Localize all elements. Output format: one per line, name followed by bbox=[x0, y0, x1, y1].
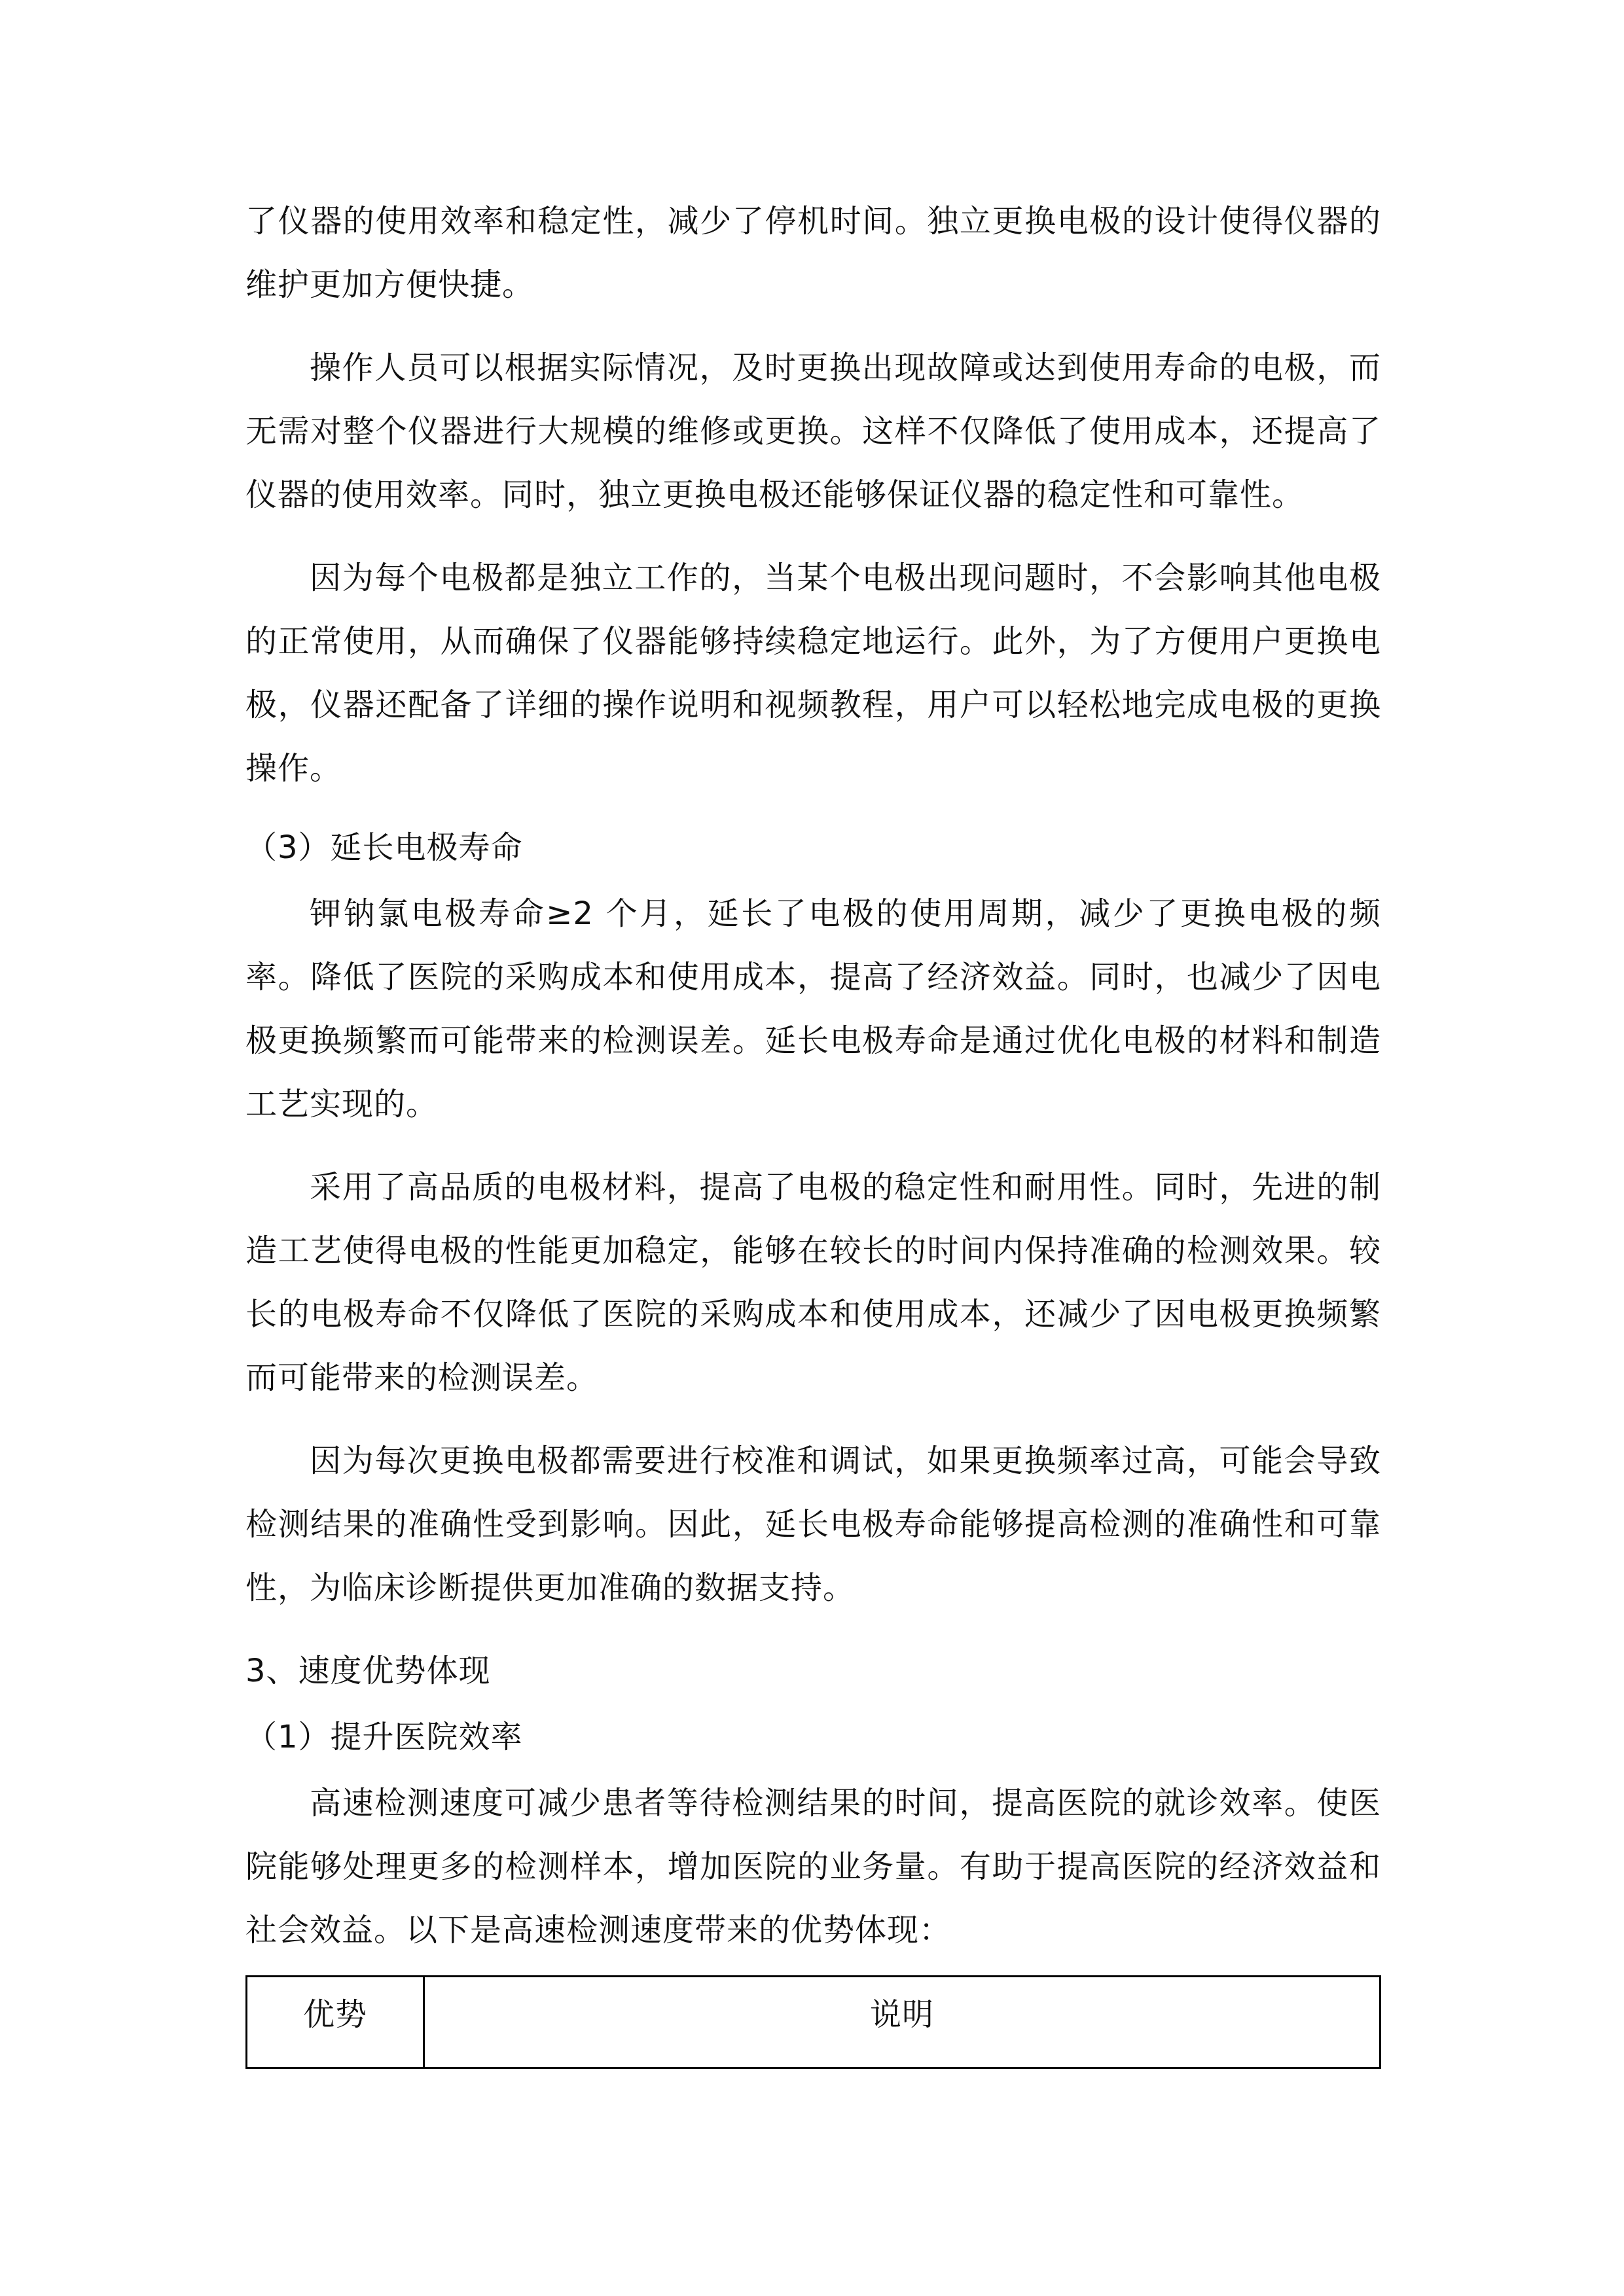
document-page bbox=[245, 190, 1381, 2069]
table-header-description: 说明 bbox=[424, 1977, 1380, 2068]
paragraph-independent-electrodes: 因为每个电极都是独立工作的，当某个电极出现问题时，不会影响其他电极的正常使用，从而确保了仪器能够持续稳定地运行。此外，为了方便用户更换电极，仪器还配备了详细的操作说明和视频教程，用户可以轻松地完成电极的更换操作。 bbox=[245, 560, 1381, 787]
paragraph-high-speed: 高速检测速度可减少患者等待检测结果的时间，提高医院的就诊效率。使医院能够处理更多的检测样本，增加医院的业务量。有助于提高医院的经济效益和社会效益。以下是高速检测速度带来的优势体现： bbox=[245, 1785, 1381, 1948]
advantages-table bbox=[245, 1975, 1381, 2069]
heading-hospital-efficiency: （1）提升医院效率 bbox=[245, 1719, 523, 1755]
paragraph-electrode-lifetime: 钾钠氯电极寿命≥2 个月，延长了电极的使用周期，减少了更换电极的频率。降低了医院的采购成本和使用成本，提高了经济效益。同时，也减少了因电极更换频繁而可能带来的检测误差。延长电极寿命是通过优化电极的材料和制造工艺实现的。 bbox=[245, 895, 1381, 1122]
paragraph-calibration: 因为每次更换电极都需要进行校准和调试，如果更换频率过高，可能会导致检测结果的准确性受到影响。因此，延长电极寿命能够提高检测的准确性和可靠性，为临床诊断提供更加准确的数据支持。 bbox=[245, 1443, 1381, 1606]
advantages-table-wrapper bbox=[245, 1975, 1381, 2069]
table-header-advantage: 优势 bbox=[247, 1977, 424, 2068]
heading-extend-electrode-life: （3）延长电极寿命 bbox=[245, 829, 523, 866]
paragraph-operator-replacement: 操作人员可以根据实际情况，及时更换出现故障或达到使用寿命的电极，而无需对整个仪器进行大规模的维修或更换。这样不仅降低了使用成本，还提高了仪器的使用效率。同时，独立更换电极还能够保证仪器的稳定性和可靠性。 bbox=[245, 350, 1381, 513]
table-header-row bbox=[247, 1977, 1380, 2068]
paragraph-electrode-materials: 采用了高品质的电极材料，提高了电极的稳定性和耐用性。同时，先进的制造工艺使得电极的性能更加稳定，能够在较长的时间内保持准确的检测效果。较长的电极寿命不仅降低了医院的采购成本和使用成本，还减少了因电极更换频繁而可能带来的检测误差。 bbox=[245, 1169, 1381, 1396]
heading-speed-advantage: 3、速度优势体现 bbox=[245, 1653, 491, 1689]
paragraph-continued: 了仪器的使用效率和稳定性，减少了停机时间。独立更换电极的设计使得仪器的维护更加方便快捷。 bbox=[245, 203, 1381, 303]
